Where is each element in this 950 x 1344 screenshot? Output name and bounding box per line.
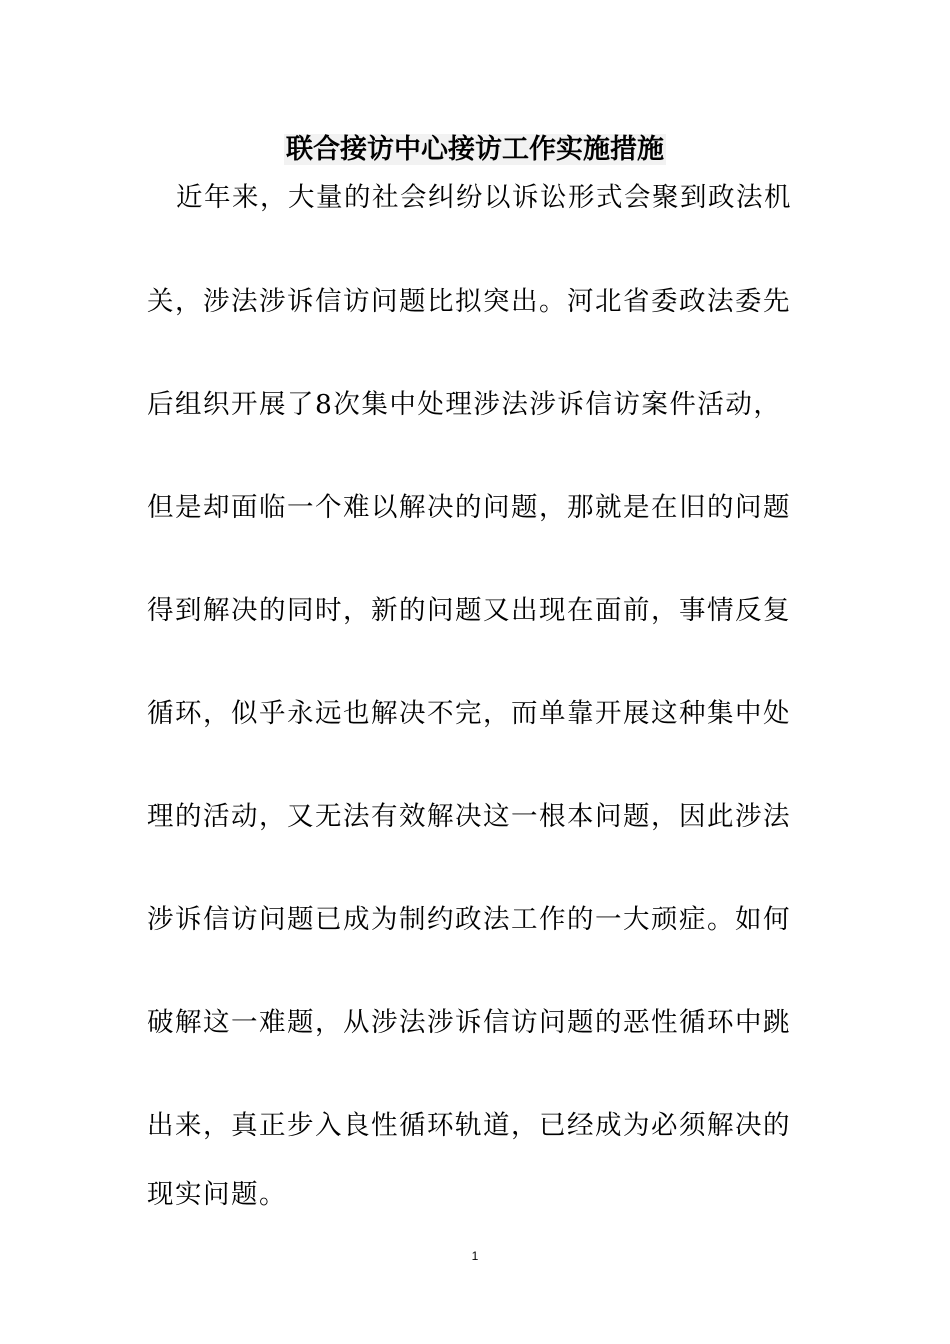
paragraph-line: 出来，真正步入良性循环轨道，已经成为必须解决的 — [147, 1110, 791, 1141]
paragraph-line: 涉诉信访问题已成为制约政法工作的一大顽症。如何 — [147, 904, 791, 935]
paragraph-line: 现实问题。 — [147, 1179, 287, 1210]
paragraph-line: 破解这一难题，从涉法涉诉信访问题的恶性循环中跳 — [147, 1007, 791, 1038]
paragraph-line: 得到解决的同时，新的问题又出现在面前，事情反复 — [147, 595, 791, 626]
paragraph-line: 但是却面临一个难以解决的问题，那就是在旧的问题 — [147, 492, 791, 523]
document-title-text: 联合接访中心接访工作实施措施 — [286, 134, 664, 165]
page-number: 1 — [471, 1249, 479, 1263]
paragraph-line: 关，涉法涉诉信访问题比拟突出。河北省委政法委先 — [147, 286, 791, 317]
paragraph-line: 理的活动，又无法有效解决这一根本问题，因此涉法 — [147, 801, 791, 832]
paragraph-line: 后组织开展了8次集中处理涉法涉诉信访案件活动， — [147, 389, 782, 420]
paragraph-line: 循环，似乎永远也解决不完，而单靠开展这种集中处 — [147, 698, 791, 729]
paragraph-line: 近年来，大量的社会纠纷以诉讼形式会聚到政法机 — [176, 182, 792, 213]
document-title — [0, 128, 950, 172]
